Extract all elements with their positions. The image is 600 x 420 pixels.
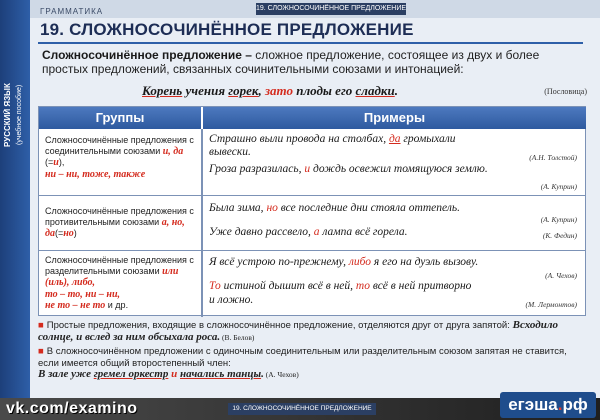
side-strip-text bbox=[2, 60, 28, 170]
group-cell: Сложносочинённые предложения с противительными союзами а, но, да(=но) bbox=[45, 206, 194, 239]
column-header-groups: Группы bbox=[39, 107, 201, 129]
bullet-icon: ■ bbox=[38, 320, 44, 331]
proverb-source: (Пословица) bbox=[544, 87, 587, 96]
group-cell: Сложносочинённые предложения с соединительными союзами и, да (=и), ни – ни, тоже, также bbox=[45, 135, 194, 180]
note-example: В зале уже гремел оркестр и начались танцы. bbox=[38, 368, 264, 380]
column-header-examples: Примеры bbox=[203, 107, 586, 129]
definition-term: Сложносочинённое предложение – bbox=[42, 48, 252, 62]
examples-cell bbox=[209, 133, 581, 193]
example-line: Страшно выли провода на столбах, да громыхали bbox=[209, 133, 456, 145]
definition-text: сложное предложение, состоящее из двух и более простых предложений, связанных сочинительными союзами и интонацией: bbox=[42, 48, 540, 76]
example-line: Гроза разразилась, и дождь освежил томящуюся землю. bbox=[209, 163, 488, 175]
title-divider bbox=[38, 42, 583, 44]
top-bar bbox=[30, 0, 600, 18]
note-item: ■ В сложносочинённом предложении с одиночным соединительным или разделительным союзом запятая не ставится, если имеется общий второстепенный член: В зале уже гремел оркестр и начались танцы. (А. Чехов) bbox=[38, 346, 567, 380]
examples-cell bbox=[209, 256, 581, 316]
example-source: (А. Чехов) bbox=[545, 271, 577, 280]
example-line: Была зима, но все последние дни стояла оттепель. bbox=[209, 202, 460, 214]
example-source: (А.Н. Толстой) bbox=[529, 153, 577, 162]
bullet-icon: ■ bbox=[38, 346, 44, 357]
example-source: (А. Куприн) bbox=[540, 215, 577, 224]
brand-logo: егэша.рф bbox=[500, 392, 596, 418]
section-label: ГРАММАТИКА bbox=[40, 7, 104, 16]
example-line: вывески. bbox=[209, 146, 251, 158]
group-cell: Сложносочинённые предложения с разделительными союзами или (иль), либо, то – то, ни – ни, не то – не то и др. bbox=[45, 255, 194, 311]
definition bbox=[42, 48, 587, 76]
proverb-example: Корень учения горек, зато плоды его сладки. bbox=[142, 83, 398, 98]
examples-cell bbox=[209, 202, 581, 248]
conjunction-table bbox=[38, 106, 586, 316]
example-source: (А. Куприн) bbox=[540, 182, 577, 191]
example-source: (М. Лермонтов) bbox=[525, 300, 577, 309]
side-strip-subtitle: (учебное пособие) bbox=[16, 84, 23, 146]
table-row bbox=[39, 196, 585, 250]
footer-tab: 19. СЛОЖНОСОЧИНЁННОЕ ПРЕДЛОЖЕНИЕ bbox=[228, 403, 376, 415]
example-line: То истиной дышит всё в ней, то всё в ней притворно bbox=[209, 280, 472, 292]
table-row bbox=[39, 251, 585, 317]
example-line: и ложно. bbox=[209, 294, 254, 306]
example-line: Уже давно рассвело, а лампа всё горела. bbox=[209, 226, 408, 238]
example-source: (К. Федин) bbox=[542, 231, 577, 240]
top-section-tab: 19. СЛОЖНОСОЧИНЁННОЕ ПРЕДЛОЖЕНИЕ bbox=[256, 3, 406, 15]
definition-example bbox=[42, 84, 587, 98]
example-line: Я всё устрою по-прежнему, либо я его на дуэль вызову. bbox=[209, 256, 479, 268]
footer-link[interactable]: vk.com/examino bbox=[6, 400, 138, 417]
note-item: ■ Простые предложения, входящие в сложносочинённое предложение, отделяются друг от друга запятой: Всходило солнце, и вслед за ним обсыхала роса. (В. Белов) bbox=[38, 319, 558, 343]
table-row bbox=[39, 129, 585, 195]
side-strip-title: РУССКИЙ ЯЗЫК bbox=[3, 83, 12, 147]
page-title: 19. СЛОЖНОСОЧИНЁННОЕ ПРЕДЛОЖЕНИЕ bbox=[40, 20, 414, 39]
